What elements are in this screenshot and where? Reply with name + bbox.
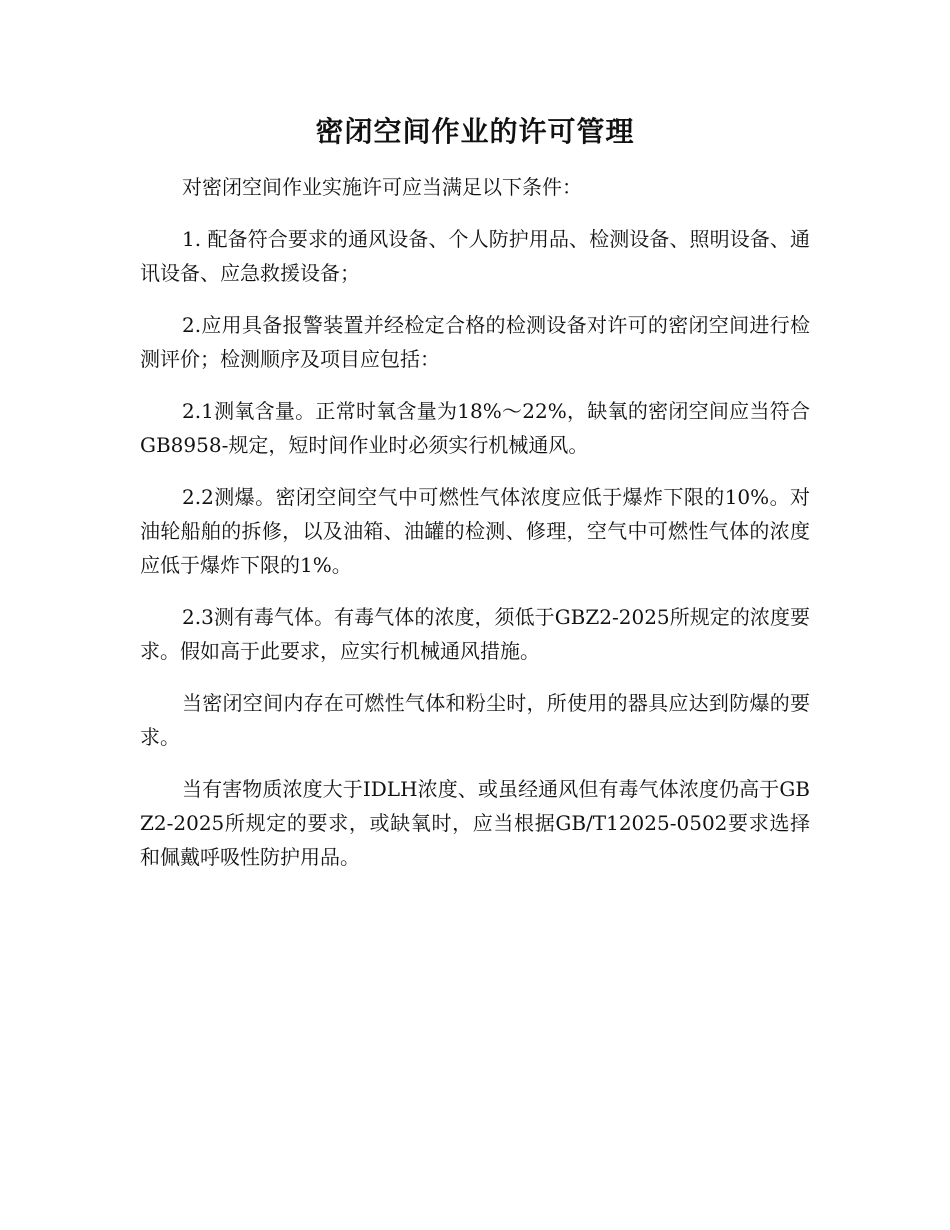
- document-title: 密闭空间作业的许可管理: [315, 115, 635, 148]
- paragraph-item-2-3: 2.3测有毒气体。有毒气体的浓度，须低于GBZ2-2025所规定的浓度要求。假如高于此要求，应实行机械通风措施。: [140, 605, 810, 663]
- paragraph-respiratory-protection: 当有害物质浓度大于IDLH浓度、或虽经通风但有毒气体浓度仍高于GBZ2-2025所规定的要求，或缺氧时，应当根据GB/T12025-0502要求选择和佩戴呼吸性防护用品。: [140, 777, 810, 869]
- paragraph-item-2-1: 2.1测氧含量。正常时氧含量为18%～22%，缺氧的密闭空间应当符合GB8958-规定，短时间作业时必须实行机械通风。: [140, 399, 810, 457]
- paragraph-explosion-proof: 当密闭空间内存在可燃性气体和粉尘时，所使用的器具应达到防爆的要求。: [140, 691, 810, 749]
- paragraph-item-2-2: 2.2测爆。密闭空间空气中可燃性气体浓度应低于爆炸下限的10%。对油轮船舶的拆修，以及油箱、油罐的检测、修理，空气中可燃性气体的浓度应低于爆炸下限的1%。: [140, 485, 810, 577]
- paragraph-intro: 对密闭空间作业实施许可应当满足以下条件：: [182, 175, 582, 199]
- paragraph-item-1: 1. 配备符合要求的通风设备、个人防护用品、检测设备、照明设备、通讯设备、应急救援设备；: [140, 227, 810, 285]
- paragraph-item-2: 2.应用具备报警装置并经检定合格的检测设备对许可的密闭空间进行检测评价；检测顺序及项目应包括：: [140, 313, 810, 371]
